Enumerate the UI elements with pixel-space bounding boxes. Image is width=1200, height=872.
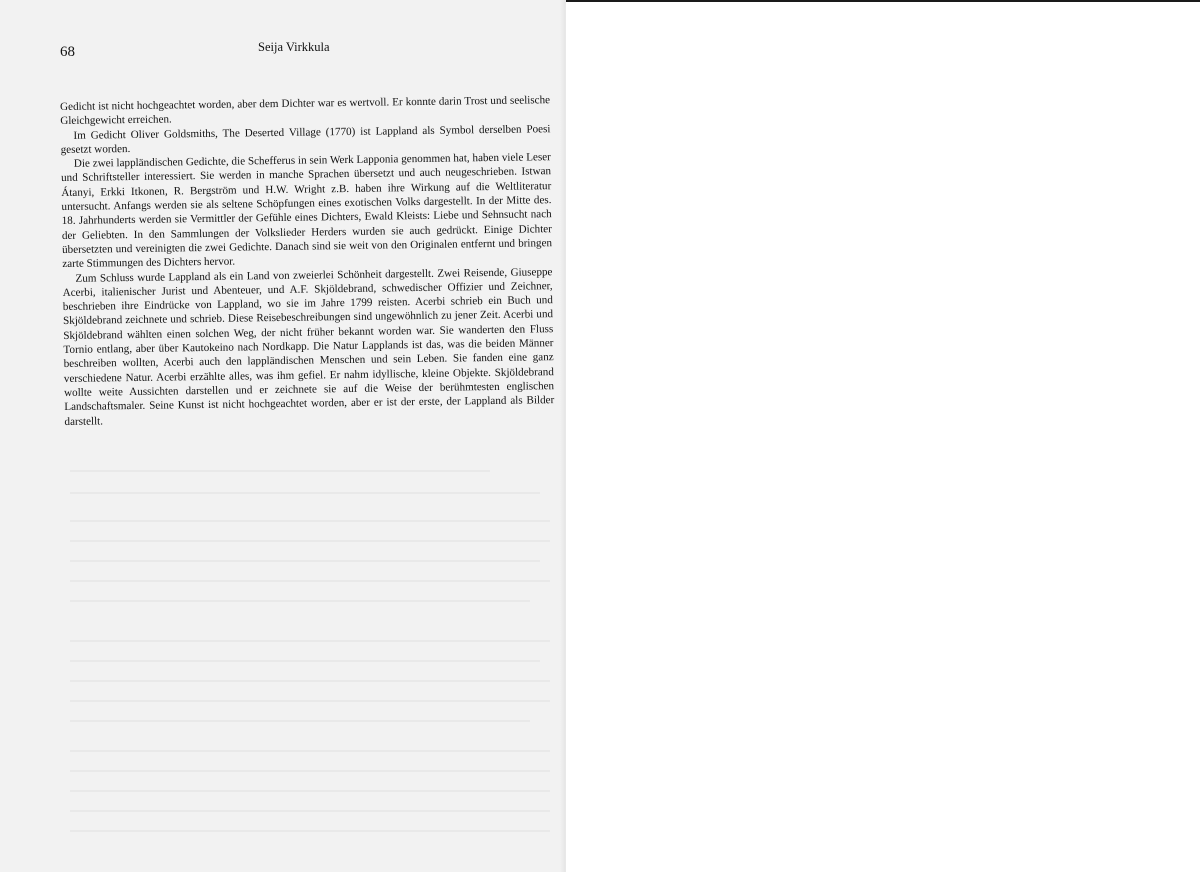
paragraph: Die zwei lappländischen Gedichte, die Schefferus in sein Werk Lapponia genommen hat, haben viele Leser und Schriftsteller interessiert. Sie werden in manche Sprachen übersetzt und auch neugeschrieben. Istwan Átanyi, Erkki Itkonen, R. Bergström und H.W. Wright z.B. haben ihre Wirkung auf die Weltliteratur untersucht. Anfangs werden sie als seltene Schöpfungen eines exotischen Volks dargestellt. In der Mitte des. 18. Jahrhunderts werden sie Vermittler der Gefühle eines Dichters, Ewald Kleists: Liebe und Sehnsucht nach der Geliebten. In den Sammlungen der Volkslieder Herders wurden sie auch gedrückt. Einige Dichter übersetzten und vereinigten die zwei Gedichte. Danach sind sie weit von den Originalen entfernt und bringen zarte Stimmungen des Dichters hervor. [61, 151, 553, 271]
paragraph: Gedicht ist nicht hochgeachtet worden, aber dem Dichter war es wertvoll. Er konnte darin Trost und seelische Gleichgewicht erreichen. [60, 94, 551, 128]
page-number: 68 [60, 44, 75, 60]
running-head: Seija Virkkula [258, 40, 330, 54]
left-page [0, 0, 566, 872]
page-top-edge [566, 0, 1200, 2]
paragraph: Im Gedicht Oliver Goldsmiths, The Deserted Village (1770) ist Lappland als Symbol derselben Poesi gesetzt worden. [60, 122, 551, 156]
body-text [60, 93, 555, 429]
paragraph: Zum Schluss wurde Lappland als ein Land von zweierlei Schönheit dargestellt. Zwei Reisende, Giuseppe Acerbi, italienischer Jurist und Abenteuer, und A.F. Skjöldebrand, schwedischer Offizier und Zeichner, beschrieben ihre Eindrücke von Lappland, wo sie im Jahre 1799 reisten. Acerbi schrieb ein Buch und Skjöldebrand zeichnete und schrieb. Diese Reisebeschreibungen sind ungewöhnlich zu jener Zeit. Acerbi und Skjöldebrand wählten einen solchen Weg, der nicht früher bekannt worden war. Sie wanderten den Fluss Tornio entlang, aber über Kautokeino nach Nordkapp. Die Natur Lapplands ist das, was die beiden Männer beschreiben wollten, Acerbi auch den lappländischen Menschen und sein Leben. Sie fanden eine ganz verschiedene Natur. Acerbi erzählte alles, was ihm gefiel. Er nahm idyllische, kleine Objekte. Skjöldebrand wollte weite Aussichten darstellen und er zeichnete sie auf die Weise der berühmtesten englischen Landschaftsmaler. Seine Kunst ist nicht hochgeachtet worden, aber er ist der erste, der Lappland als Bilder darstellt. [62, 265, 555, 428]
right-page [566, 0, 1200, 872]
